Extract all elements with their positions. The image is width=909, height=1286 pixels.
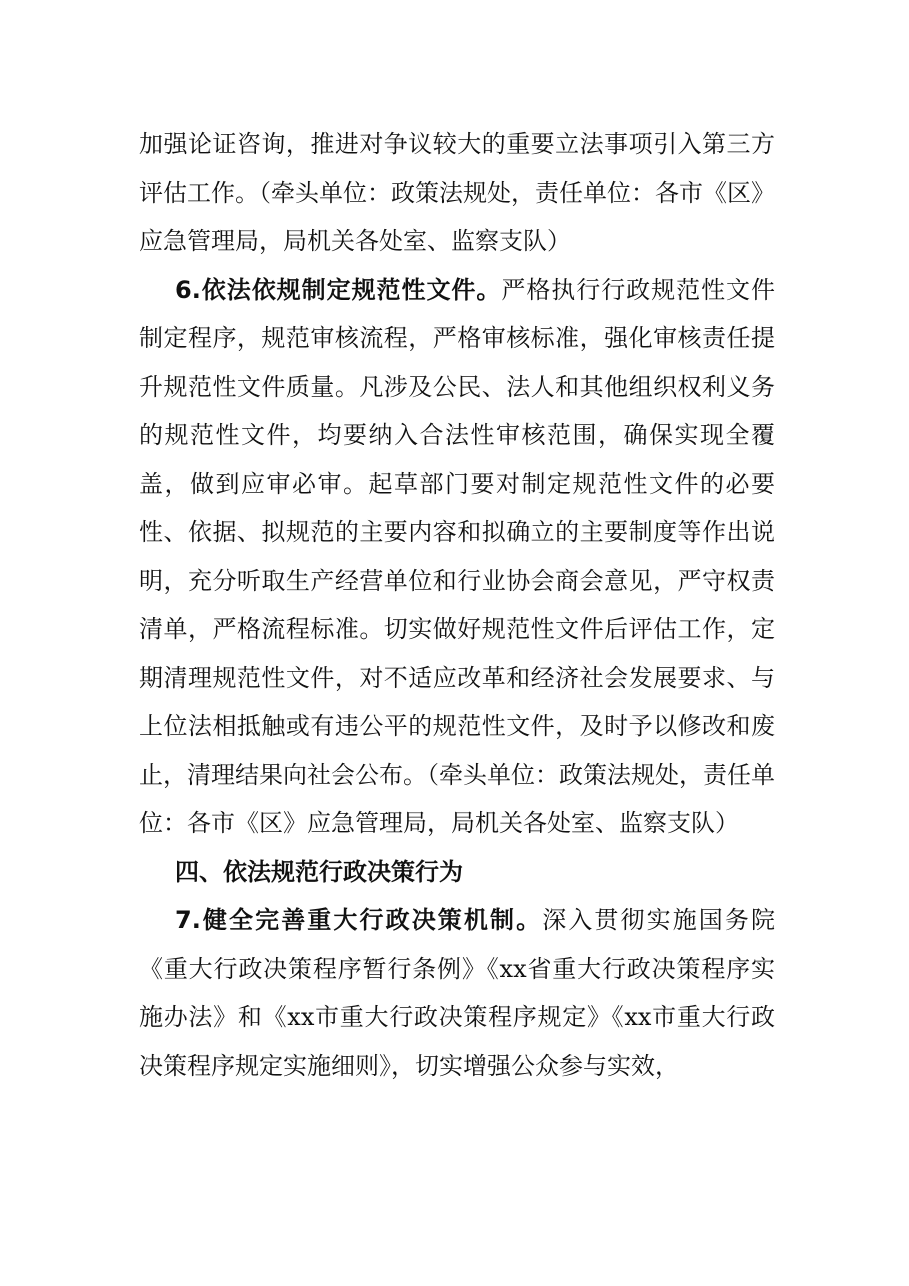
paragraph-continuation: [139, 120, 775, 266]
paragraph-item-6: [139, 266, 775, 848]
item-7-title: 7.健全完善重大行政决策机制。: [175, 906, 543, 934]
item-6-text: 严格执行行政规范性文件制定程序，规范审核流程，严格审核标准，强化审核责任提升规范性文件质量。凡涉及公民、法人和其他组织权利义务的规范性文件，均要纳入合法性审核范围，确保实现全覆盖，做到应审必审。起草部门要对制定规范性文件的必要性、依据、拟规范的主要内容和拟确立的主要制度等作出说明，充分听取生产经营单位和行业协会商会意见，严守权责清单，严格流程标准。切实做好规范性文件后评估工作，定期清理规范性文件，对不适应改革和经济社会发展要求、与上位法相抵触或有违公平的规范性文件，及时予以修改和废止，清理结果向社会公布。（牵头单位：政策法规处，责任单位：各市《区》应急管理局，局机关各处室、监察支队）: [139, 275, 775, 837]
paragraph-item-7: [139, 896, 775, 1090]
item-7-text: 深入贯彻实施国务院《重大行政决策程序暂行条例》《xx省重大行政决策程序实施办法》和《xx市重大行政决策程序规定》《xx市重大行政决策程序规定实施细则》，切实增强公众参与实效，: [139, 906, 775, 1080]
paragraph-text: 加强论证咨询，推进对争议较大的重要立法事项引入第三方评估工作。（牵头单位：政策法规处，责任单位：各市《区》应急管理局，局机关各处室、监察支队）: [139, 130, 775, 255]
item-6-title: 6.依法依规制定规范性文件。: [175, 275, 502, 304]
document-page: [139, 120, 775, 1090]
section-heading: 四、依法规范行政决策行为: [175, 857, 463, 886]
